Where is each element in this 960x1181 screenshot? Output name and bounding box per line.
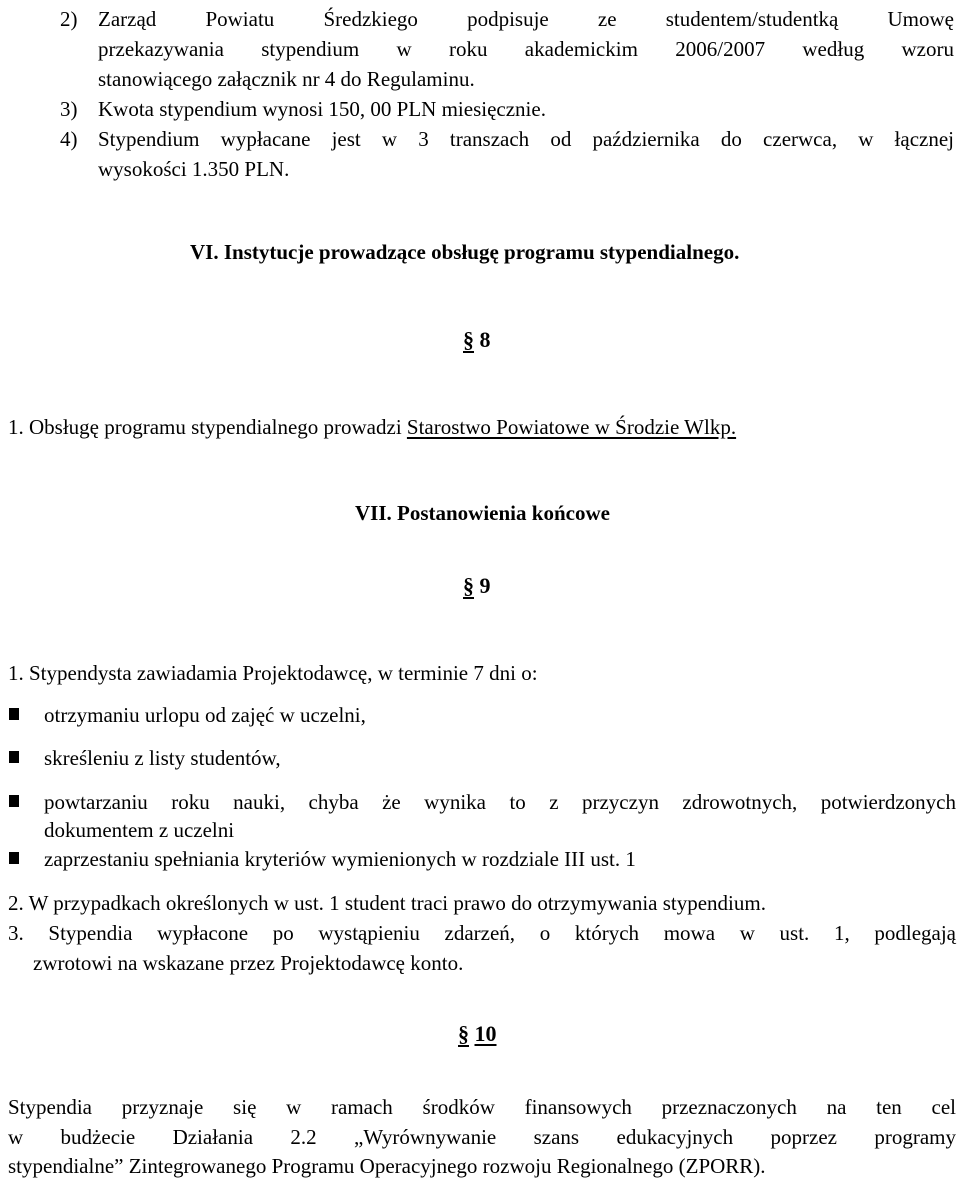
- paragraph-line: 2. W przypadkach określonych w ust. 1 student traci prawo do otrzymywania stypendium.: [8, 891, 766, 915]
- bullet-text: skreśleniu z listy studentów,: [44, 746, 281, 770]
- bullet-text: powtarzaniu roku nauki, chyba że wynika to z przyczyn zdrowotnych, potwierdzonych: [44, 790, 956, 814]
- paragraph-sign: [463, 571, 491, 601]
- paragraph-line: Stypendium wypłacane jest w 3 transzach od października do czerwca, w łącznej: [98, 127, 954, 151]
- paragraph-number: 10: [474, 1021, 497, 1046]
- bullet-text: otrzymaniu urlopu od zajęć w uczelni,: [44, 703, 366, 727]
- text-segment: 1. Obsługę programu stypendialnego prowadzi: [8, 415, 407, 439]
- paragraph-line: stanowiącego załącznik nr 4 do Regulaminu.: [98, 67, 475, 91]
- bullet-icon: [9, 852, 19, 864]
- paragraph-line: [8, 412, 736, 442]
- paragraph-sign: [463, 325, 491, 355]
- paragraph-line: przekazywania stypendium w roku akademickim 2006/2007 według wzoru: [98, 37, 954, 61]
- paragraph-sign: [458, 1019, 497, 1049]
- bullet-text: dokumentem z uczelni: [44, 818, 235, 842]
- section-symbol: §: [458, 1021, 469, 1046]
- paragraph-line: Kwota stypendium wynosi 150, 00 PLN miesięcznie.: [98, 97, 546, 121]
- paragraph-line: Zarząd Powiatu Średzkiego podpisuje ze studentem/studentką Umowę: [98, 7, 954, 31]
- section-heading: VI. Instytucje prowadzące obsługę programu stypendialnego.: [190, 240, 740, 264]
- section-symbol: §: [463, 327, 474, 352]
- paragraph-line: w budżecie Działania 2.2 „Wyrównywanie szans edukacyjnych poprzez programy: [8, 1125, 956, 1149]
- bullet-text: zaprzestaniu spełniania kryteriów wymienionych w rozdziale III ust. 1: [44, 847, 636, 871]
- paragraph-number: 9: [479, 573, 491, 598]
- office-name: Starostwo Powiatowe w Środzie Wlkp.: [406, 415, 737, 439]
- list-number: 3): [60, 97, 78, 121]
- paragraph-line: zwrotowi na wskazane przez Projektodawcę konto.: [33, 951, 464, 975]
- section-symbol: §: [463, 573, 474, 598]
- list-number: 2): [60, 7, 78, 31]
- paragraph-line: wysokości 1.350 PLN.: [98, 157, 290, 181]
- bullet-icon: [9, 751, 19, 763]
- paragraph-line: 1. Stypendysta zawiadamia Projektodawcę, w terminie 7 dni o:: [8, 661, 538, 685]
- bullet-icon: [9, 795, 19, 807]
- paragraph-line: 3. Stypendia wypłacone po wystąpieniu zdarzeń, o których mowa w ust. 1, podlegają: [8, 921, 956, 945]
- paragraph-number: 8: [479, 327, 491, 352]
- paragraph-line: Stypendia przyznaje się w ramach środków finansowych przeznaczonych na ten cel: [8, 1095, 956, 1119]
- section-heading: VII. Postanowienia końcowe: [355, 501, 610, 525]
- list-number: 4): [60, 127, 78, 151]
- paragraph-line: stypendialne” Zintegrowanego Programu Operacyjnego rozwoju Regionalnego (ZPORR).: [8, 1154, 766, 1178]
- bullet-icon: [9, 708, 19, 720]
